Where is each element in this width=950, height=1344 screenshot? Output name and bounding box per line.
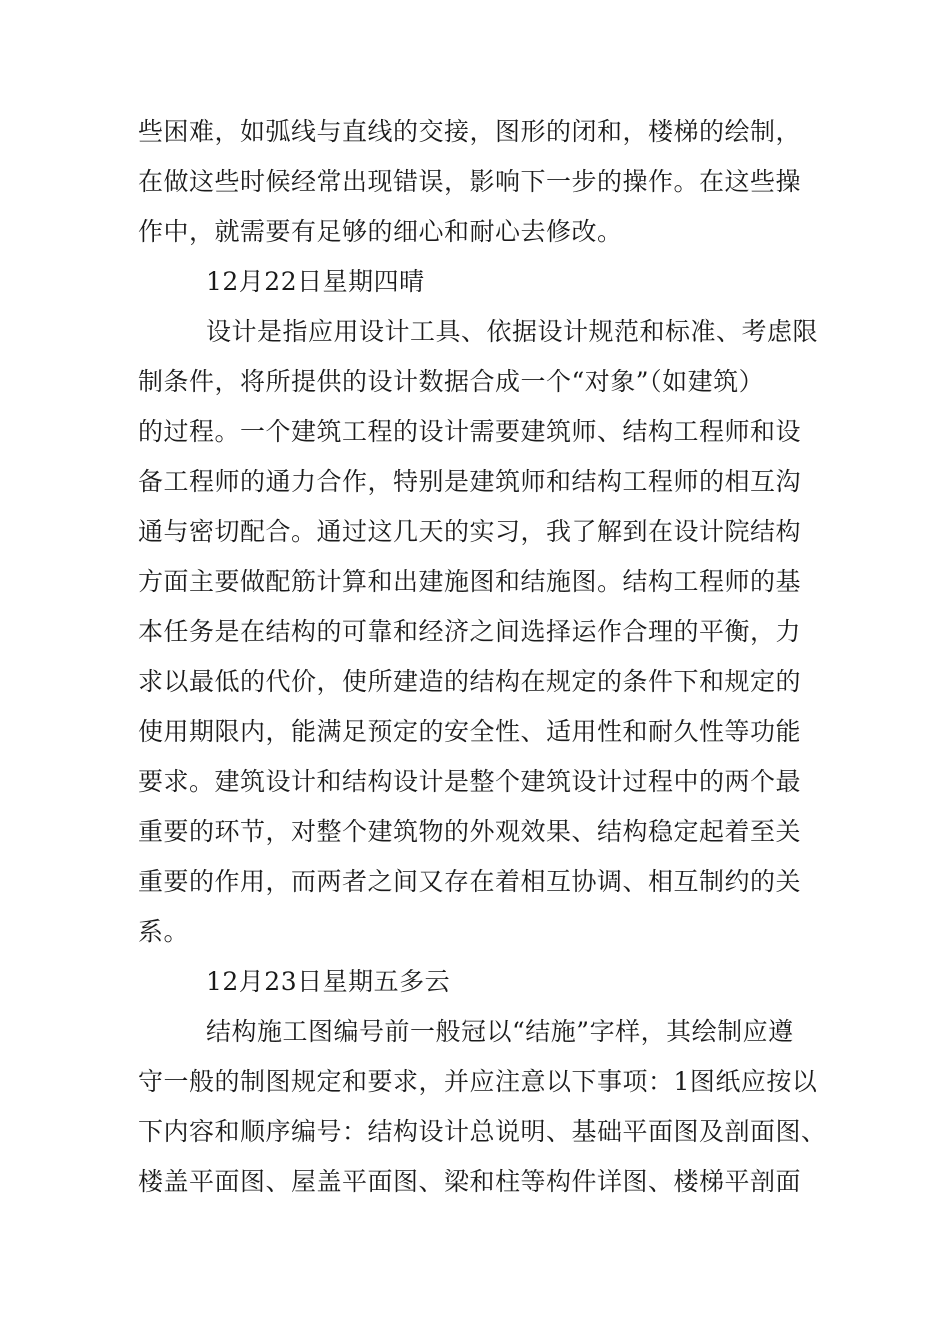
body-text-line: 要求。建筑设计和结构设计是整个建筑设计过程中的两个最 — [138, 767, 802, 796]
body-text-line: 的过程。一个建筑工程的设计需要建筑师、结构工程师和设 — [138, 417, 802, 446]
body-text-line: 备工程师的通力合作，特别是建筑师和结构工程师的相互沟 — [138, 467, 802, 496]
body-text-line: 制条件，将所提供的设计数据合成一个“对象”（如建筑） — [138, 367, 765, 396]
body-text-line: 些困难，如弧线与直线的交接，图形的闭和，楼梯的绘制， — [138, 117, 802, 146]
body-text-line: 在做这些时候经常出现错误，影响下一步的操作。在这些操 — [138, 167, 802, 196]
body-text-line: 作中，就需要有足够的细心和耐心去修改。 — [138, 217, 623, 246]
body-text-line: 楼盖平面图、屋盖平面图、梁和柱等构件详图、楼梯平剖面 — [138, 1167, 802, 1196]
body-text-line: 下内容和顺序编号：结构设计总说明、基础平面图及剖面图、 — [138, 1117, 827, 1146]
body-text-line: 本任务是在结构的可靠和经济之间选择运作合理的平衡，力 — [138, 617, 802, 646]
date-heading: 12月23日星期五多云 — [206, 967, 451, 996]
body-text-line: 守一般的制图规定和要求，并应注意以下事项：1图纸应按以 — [138, 1067, 818, 1096]
body-text-line: 重要的环节，对整个建筑物的外观效果、结构稳定起着至关 — [138, 817, 802, 846]
paragraph-first-line: 设计是指应用设计工具、依据设计规范和标准、考虑限 — [206, 317, 819, 346]
date-heading: 12月22日星期四晴 — [206, 267, 425, 296]
body-text-line: 重要的作用，而两者之间又存在着相互协调、相互制约的关 — [138, 867, 802, 896]
body-text-line: 系。 — [138, 917, 190, 946]
body-text-line: 方面主要做配筋计算和出建施图和结施图。结构工程师的基 — [138, 567, 802, 596]
body-text-line: 使用期限内，能满足预定的安全性、适用性和耐久性等功能 — [138, 717, 802, 746]
body-text-line: 求以最低的代价，使所建造的结构在规定的条件下和规定的 — [138, 667, 802, 696]
body-text-line: 通与密切配合。通过这几天的实习，我了解到在设计院结构 — [138, 517, 802, 546]
paragraph-first-line: 结构施工图编号前一般冠以“结施”字样，其绘制应遵 — [206, 1017, 794, 1046]
